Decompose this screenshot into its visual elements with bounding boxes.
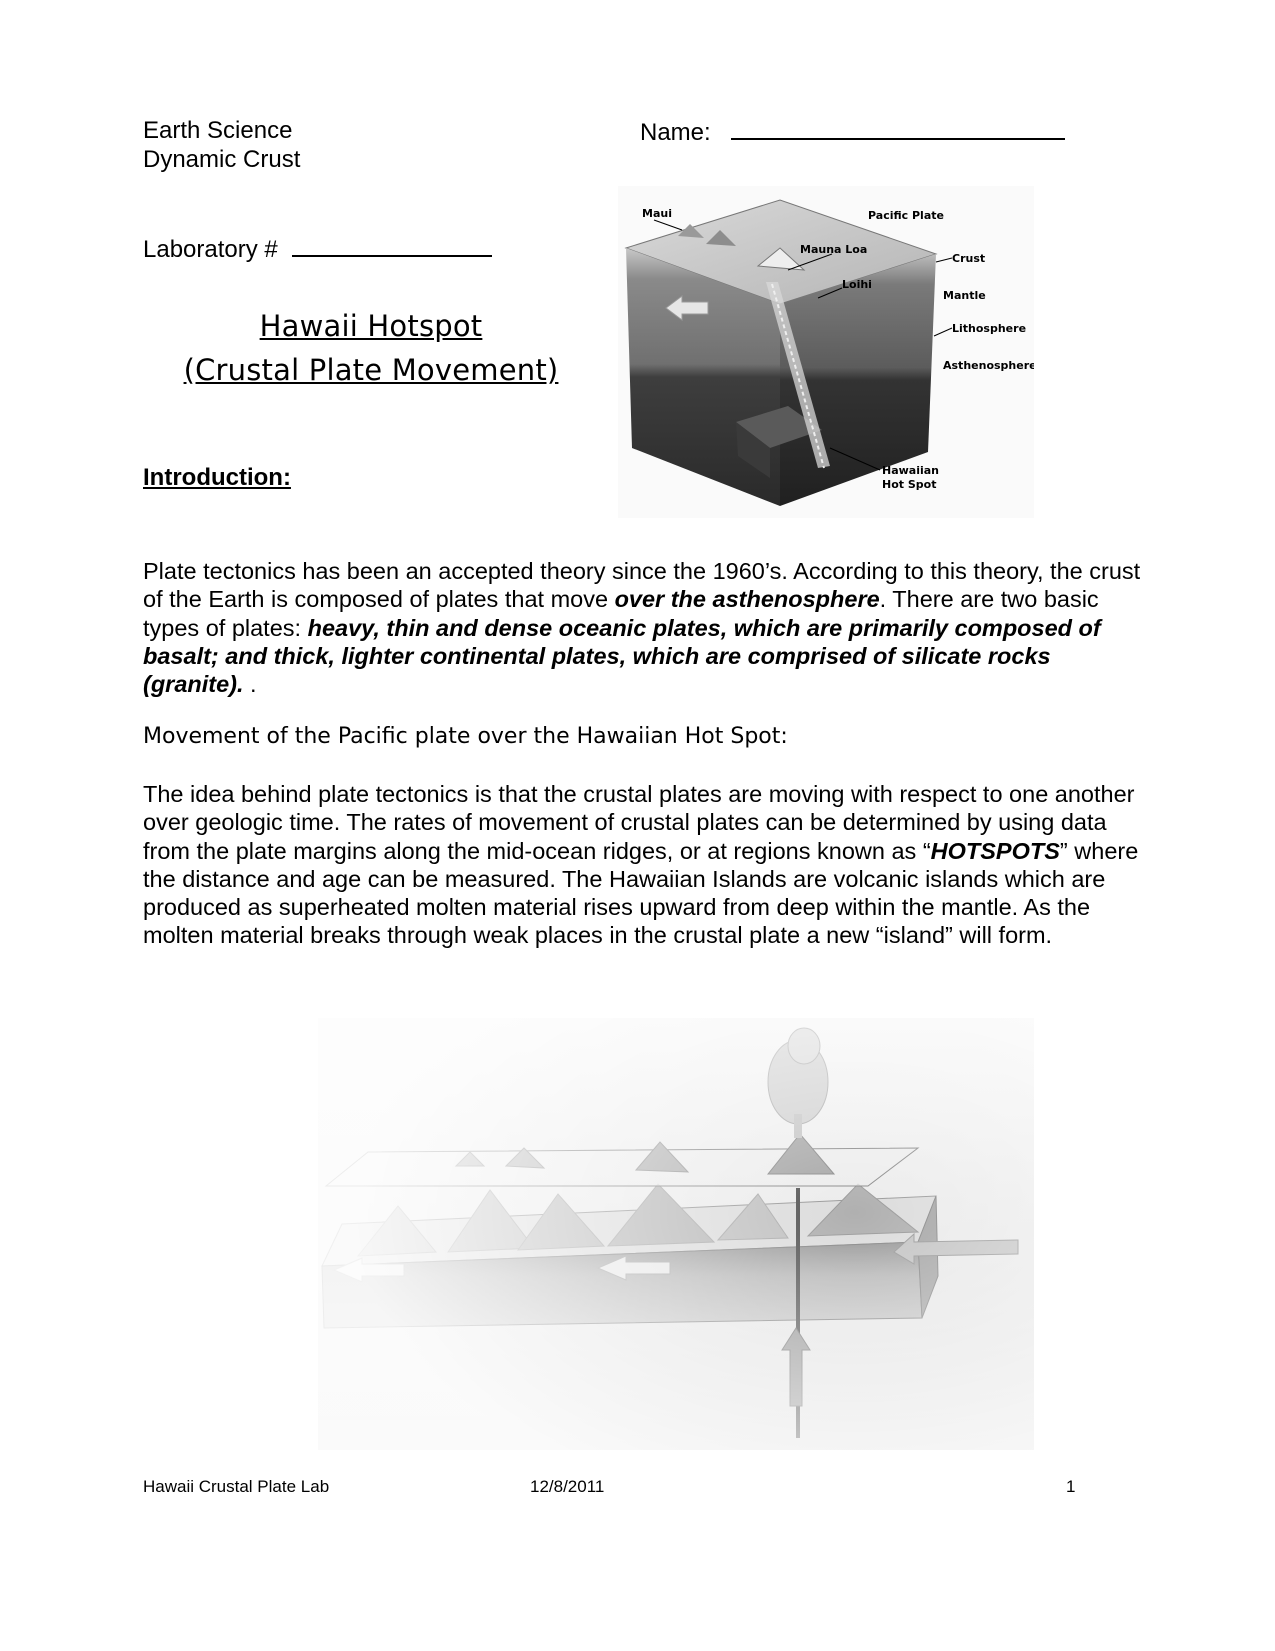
intro-text-3: . [243, 671, 257, 698]
label-pacific-plate: Pacific Plate [868, 209, 944, 222]
movement-heading: Movement of the Pacific plate over the Hawaiian Hot Spot: [143, 724, 788, 749]
plate-movement-svg [318, 1018, 1034, 1450]
course-label: Earth Science [143, 117, 293, 144]
intro-emph-1: over the asthenosphere [614, 586, 880, 613]
movement-text-1: The idea behind plate tectonics is that the crustal plates are moving with respect to one another over geologic time. The rates of movement of crustal plates can be determined by using data from the plate margins along the mid-ocean ridges, or at regions known as “ [143, 781, 1135, 864]
label-loihi: Loihi [842, 278, 872, 291]
movement-text-2: ” where the distance and age can be measured. The Hawaiian Islands are volcanic islands which are produced as superheated molten material rises upward from deep within the mantle. As the molten material breaks through weak places in the crustal plate a new “island” will form. [143, 837, 1139, 949]
label-crust: Crust [952, 252, 986, 265]
lab-number-blank[interactable] [292, 233, 492, 257]
label-lithosphere: Lithosphere [952, 322, 1027, 335]
label-hot-spot-1: Hawaiian [882, 464, 940, 477]
footer-date: 12/8/2011 [530, 1477, 605, 1496]
page-title [143, 304, 599, 392]
label-hot-spot-2: Hot Spot [882, 478, 937, 491]
title-line-2: (Crustal Plate Movement) [183, 353, 559, 387]
intro-paragraph [143, 557, 1143, 698]
name-blank[interactable] [731, 116, 1065, 140]
title-line-1: Hawaii Hotspot [259, 309, 483, 343]
hotspot-block-svg [618, 186, 1034, 518]
intro-text-1: Plate tectonics has been an accepted theory since the 1960’s. According to this theory, the crust of the Earth is composed of plates that move [143, 558, 1141, 613]
unit-label: Dynamic Crust [143, 146, 301, 173]
intro-heading: Introduction: [143, 464, 291, 491]
movement-paragraph [143, 780, 1143, 950]
label-mantle: Mantle [943, 289, 986, 302]
label-mauna-loa: Mauna Loa [800, 243, 868, 256]
hotspot-block-diagram [618, 186, 1034, 518]
name-row [640, 116, 1065, 147]
page-number: 1 [1066, 1477, 1076, 1496]
footer-left: Hawaii Crustal Plate Lab [143, 1477, 330, 1496]
intro-emph-2: heavy, thin and dense oceanic plates, which are primarily composed of basalt; and thick, lighter continental plates, which are comprised of silicate rocks (granite). [143, 614, 1101, 698]
lab-row [143, 233, 492, 264]
name-label: Name: [640, 119, 711, 146]
label-maui: Maui [642, 207, 672, 220]
intro-text-2: . There are two basic types of plates: [143, 586, 1099, 641]
lab-label: Laboratory # [143, 236, 278, 263]
plate-movement-diagram [318, 1018, 1034, 1450]
label-asthenosphere: Asthenosphere [943, 359, 1034, 372]
hotspots-term: HOTSPOTS [930, 837, 1060, 864]
